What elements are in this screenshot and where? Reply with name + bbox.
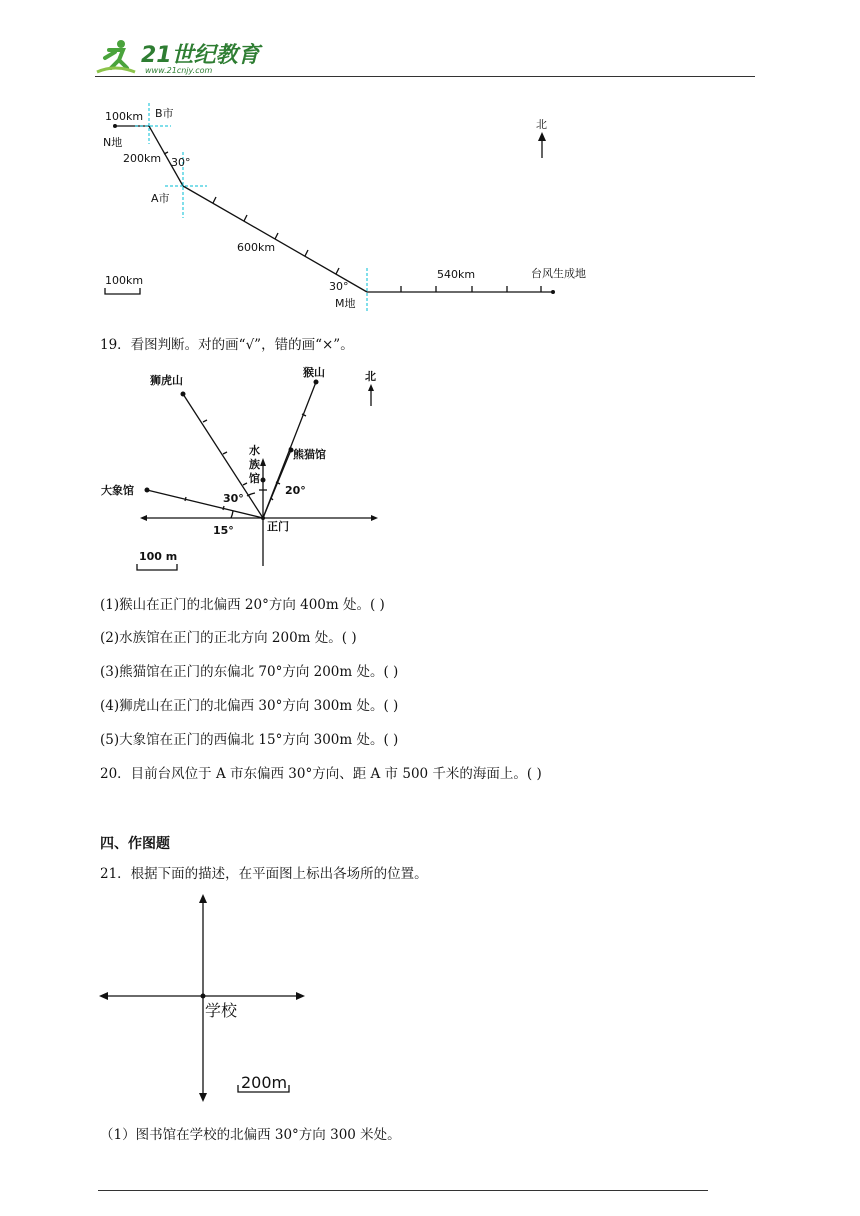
label-north: 北 [536,118,547,131]
label-aquarium-1: 水 [249,444,260,457]
label-aquarium-3: 馆 [249,472,260,485]
label-scale: 100km [105,274,144,287]
label-scale-2: 100 m [139,550,178,563]
label-angle-15: 15° [213,524,234,537]
label-dist-am: 600km [237,241,276,254]
label-b-city: B市 [155,107,174,120]
runner-icon [97,40,135,72]
q20-text: 20．目前台风位于 A 市东偏西 30°方向、距 A 市 500 千米的海面上。( ) [100,766,542,782]
q19-title: 19．看图判断。对的画“√”，错的画“×”。 [100,337,354,353]
logo-url: www.21cnjy.com [145,66,213,75]
q19-item-5: (5)大象馆在正门的西偏北 15°方向 300m 处。( ) [100,732,399,748]
label-elephant: 大象馆 [101,484,134,497]
label-n-place: N地 [103,136,123,149]
q19-item-4: (4)狮虎山在正门的北偏西 30°方向 300m 处。( ) [100,698,399,714]
q21-title: 21．根据下面的描述，在平面图上标出各场所的位置。 [100,866,428,882]
label-monkey: 猴山 [303,366,325,379]
label-dist-nb: 100km [105,110,144,123]
label-school: 学校 [205,1001,238,1020]
site-logo [95,36,265,78]
school-map-figure [95,888,315,1110]
q21-item-1: （1）图书馆在学校的北偏西 30°方向 300 米处。 [100,1127,401,1143]
footer-rule [98,1190,708,1191]
label-angle-m: 30° [329,280,349,293]
label-aquarium-2: 族 [249,458,260,471]
label-dist-ba: 200km [123,152,162,165]
label-scale-3: 200m [241,1073,288,1092]
route-map-figure [95,100,615,320]
header-rule [95,76,755,77]
label-m-place: M地 [335,297,356,310]
section-title: 四、作图题 [100,836,170,852]
label-typhoon-origin: 台风生成地 [531,267,586,280]
label-dist-mt: 540km [437,268,476,281]
label-north-2: 北 [365,370,376,383]
q19-item-3: (3)熊猫馆在正门的东偏北 70°方向 200m 处。( ) [100,664,399,680]
label-gate: 正门 [267,520,289,533]
q19-item-1: (1)猴山在正门的北偏西 20°方向 400m 处。( ) [100,597,385,613]
label-a-city: A市 [151,192,170,205]
label-lion-tiger: 狮虎山 [150,374,183,387]
label-angle-a: 30° [171,156,191,169]
label-panda: 熊猫馆 [293,448,326,461]
label-angle-30: 30° [223,492,244,505]
logo-title: 21世纪教育 [141,43,260,68]
label-angle-20: 20° [285,484,306,497]
zoo-map-figure [95,360,395,575]
q19-item-2: (2)水族馆在正门的正北方向 200m 处。( ) [100,630,357,646]
